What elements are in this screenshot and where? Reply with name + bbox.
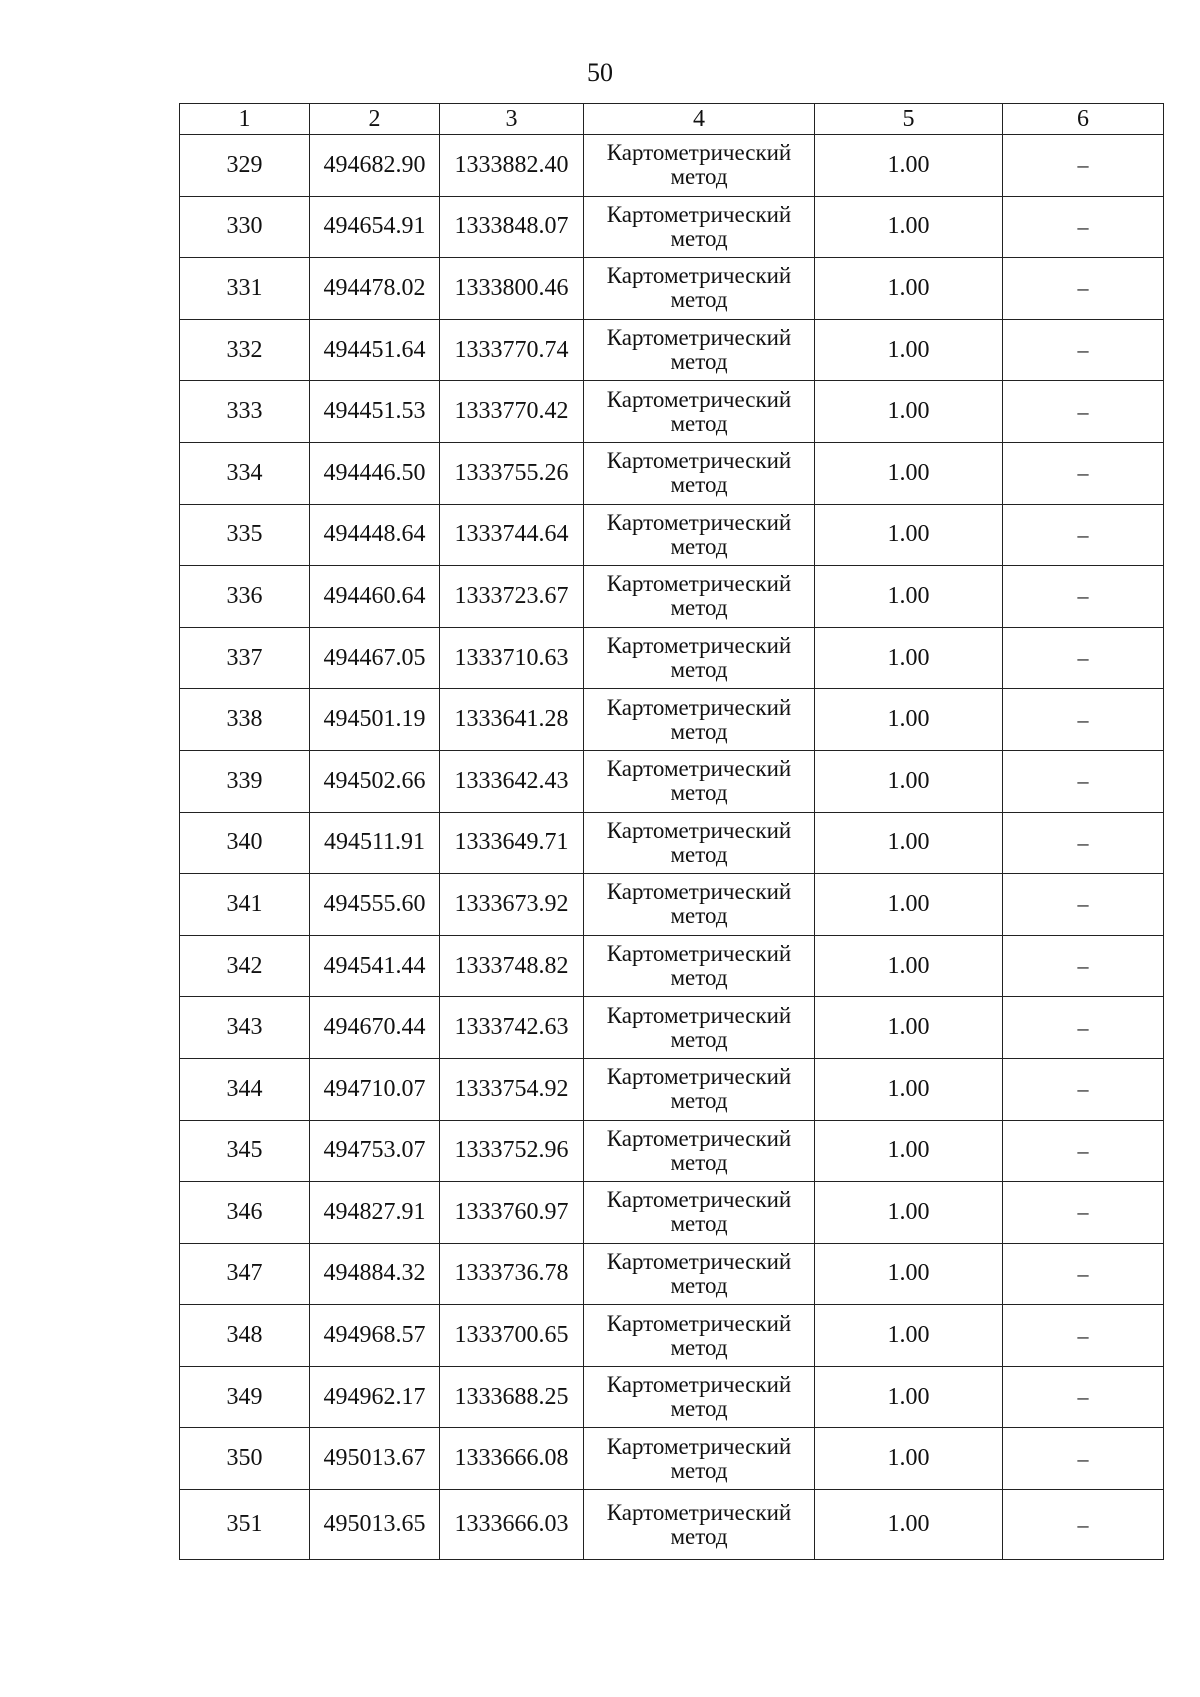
table-row [180, 381, 1164, 443]
accuracy-cell: 1.00 [815, 812, 1003, 874]
y-coordinate-cell: 1333723.67 [440, 566, 584, 628]
x-coordinate-cell: 494502.66 [310, 750, 440, 812]
table-row [180, 935, 1164, 997]
point-number-cell: 340 [180, 812, 310, 874]
table-row [180, 812, 1164, 874]
point-number-cell: 330 [180, 196, 310, 258]
accuracy-cell: 1.00 [815, 935, 1003, 997]
accuracy-cell: 1.00 [815, 504, 1003, 566]
y-coordinate-cell: 1333848.07 [440, 196, 584, 258]
method-cell [584, 504, 815, 566]
accuracy-cell: 1.00 [815, 1305, 1003, 1367]
x-coordinate-cell: 494511.91 [310, 812, 440, 874]
method-line-2: метод [670, 1088, 728, 1114]
y-coordinate-cell: 1333760.97 [440, 1182, 584, 1244]
column-header: 3 [440, 104, 584, 135]
y-coordinate-cell: 1333736.78 [440, 1243, 584, 1305]
x-coordinate-cell: 494451.64 [310, 319, 440, 381]
y-coordinate-cell: 1333641.28 [440, 689, 584, 751]
y-coordinate-cell: 1333666.08 [440, 1428, 584, 1490]
point-number-cell: 346 [180, 1182, 310, 1244]
column-header: 6 [1003, 104, 1164, 135]
point-number-cell: 349 [180, 1366, 310, 1428]
table-row [180, 566, 1164, 628]
method-line-1: Картометрический [606, 1310, 792, 1336]
note-cell: – [1003, 689, 1164, 751]
x-coordinate-cell: 494446.50 [310, 442, 440, 504]
method-cell [584, 1305, 815, 1367]
y-coordinate-cell: 1333710.63 [440, 627, 584, 689]
x-coordinate-cell: 494460.64 [310, 566, 440, 628]
point-number-cell: 345 [180, 1120, 310, 1182]
method-line-1: Картометрический [606, 941, 792, 967]
table-row [180, 1058, 1164, 1120]
y-coordinate-cell: 1333673.92 [440, 874, 584, 936]
accuracy-cell: 1.00 [815, 1243, 1003, 1305]
x-coordinate-cell: 494451.53 [310, 381, 440, 443]
table-row [180, 689, 1164, 751]
accuracy-cell: 1.00 [815, 196, 1003, 258]
method-line-1: Картометрический [606, 201, 792, 227]
method-line-1: Картометрический [606, 1002, 792, 1028]
method-line-2: метод [670, 1211, 728, 1237]
table-body [180, 135, 1164, 1560]
method-line-2: метод [670, 1026, 728, 1052]
note-cell: – [1003, 1305, 1164, 1367]
method-line-2: метод [670, 410, 728, 436]
x-coordinate-cell: 494962.17 [310, 1366, 440, 1428]
x-coordinate-cell: 494467.05 [310, 627, 440, 689]
table-row [180, 196, 1164, 258]
y-coordinate-cell: 1333770.74 [440, 319, 584, 381]
method-line-2: метод [670, 1272, 728, 1298]
method-cell [584, 135, 815, 197]
accuracy-cell: 1.00 [815, 997, 1003, 1059]
x-coordinate-cell: 495013.65 [310, 1490, 440, 1560]
method-cell [584, 1428, 815, 1490]
x-coordinate-cell: 494753.07 [310, 1120, 440, 1182]
method-line-2: метод [670, 965, 728, 991]
method-cell [584, 566, 815, 628]
accuracy-cell: 1.00 [815, 1428, 1003, 1490]
method-line-2: метод [670, 1149, 728, 1175]
note-cell: – [1003, 1058, 1164, 1120]
point-number-cell: 338 [180, 689, 310, 751]
method-line-1: Картометрический [606, 1499, 792, 1525]
method-cell [584, 1243, 815, 1305]
y-coordinate-cell: 1333748.82 [440, 935, 584, 997]
table-row [180, 1305, 1164, 1367]
method-line-2: метод [670, 841, 728, 867]
method-line-1: Картометрический [606, 325, 792, 351]
point-number-cell: 329 [180, 135, 310, 197]
y-coordinate-cell: 1333649.71 [440, 812, 584, 874]
column-header: 2 [310, 104, 440, 135]
x-coordinate-cell: 494541.44 [310, 935, 440, 997]
column-header: 1 [180, 104, 310, 135]
x-coordinate-cell: 494654.91 [310, 196, 440, 258]
x-coordinate-cell: 494827.91 [310, 1182, 440, 1244]
table-row [180, 874, 1164, 936]
y-coordinate-cell: 1333770.42 [440, 381, 584, 443]
note-cell: – [1003, 196, 1164, 258]
x-coordinate-cell: 495013.67 [310, 1428, 440, 1490]
note-cell: – [1003, 1182, 1164, 1244]
method-line-1: Картометрический [606, 1187, 792, 1213]
point-number-cell: 337 [180, 627, 310, 689]
y-coordinate-cell: 1333754.92 [440, 1058, 584, 1120]
method-cell [584, 442, 815, 504]
method-cell [584, 689, 815, 751]
table-row [180, 750, 1164, 812]
accuracy-cell: 1.00 [815, 1120, 1003, 1182]
point-number-cell: 344 [180, 1058, 310, 1120]
method-cell [584, 381, 815, 443]
accuracy-cell: 1.00 [815, 874, 1003, 936]
y-coordinate-cell: 1333642.43 [440, 750, 584, 812]
x-coordinate-cell: 494478.02 [310, 258, 440, 320]
y-coordinate-cell: 1333882.40 [440, 135, 584, 197]
note-cell: – [1003, 319, 1164, 381]
note-cell: – [1003, 1366, 1164, 1428]
note-cell: – [1003, 381, 1164, 443]
x-coordinate-cell: 494682.90 [310, 135, 440, 197]
y-coordinate-cell: 1333700.65 [440, 1305, 584, 1367]
x-coordinate-cell: 494670.44 [310, 997, 440, 1059]
method-cell [584, 997, 815, 1059]
point-number-cell: 347 [180, 1243, 310, 1305]
column-header: 4 [584, 104, 815, 135]
table-row [180, 504, 1164, 566]
y-coordinate-cell: 1333752.96 [440, 1120, 584, 1182]
table-row [180, 442, 1164, 504]
method-line-1: Картометрический [606, 140, 792, 166]
point-number-cell: 333 [180, 381, 310, 443]
coordinates-table [179, 103, 1164, 1560]
accuracy-cell: 1.00 [815, 381, 1003, 443]
method-cell [584, 1490, 815, 1560]
note-cell: – [1003, 566, 1164, 628]
method-line-2: метод [670, 595, 728, 621]
y-coordinate-cell: 1333755.26 [440, 442, 584, 504]
column-header: 5 [815, 104, 1003, 135]
method-cell [584, 196, 815, 258]
accuracy-cell: 1.00 [815, 319, 1003, 381]
accuracy-cell: 1.00 [815, 566, 1003, 628]
method-line-1: Картометрический [606, 879, 792, 905]
point-number-cell: 335 [180, 504, 310, 566]
method-line-2: метод [670, 903, 728, 929]
note-cell: – [1003, 627, 1164, 689]
table-row [180, 1182, 1164, 1244]
x-coordinate-cell: 494501.19 [310, 689, 440, 751]
x-coordinate-cell: 494448.64 [310, 504, 440, 566]
accuracy-cell: 1.00 [815, 1366, 1003, 1428]
method-line-1: Картометрический [606, 386, 792, 412]
note-cell: – [1003, 1243, 1164, 1305]
accuracy-cell: 1.00 [815, 1490, 1003, 1560]
y-coordinate-cell: 1333688.25 [440, 1366, 584, 1428]
y-coordinate-cell: 1333744.64 [440, 504, 584, 566]
note-cell: – [1003, 504, 1164, 566]
table-row [180, 1366, 1164, 1428]
method-line-2: метод [670, 780, 728, 806]
point-number-cell: 331 [180, 258, 310, 320]
y-coordinate-cell: 1333800.46 [440, 258, 584, 320]
method-line-1: Картометрический [606, 509, 792, 535]
method-line-2: метод [670, 718, 728, 744]
accuracy-cell: 1.00 [815, 442, 1003, 504]
point-number-cell: 351 [180, 1490, 310, 1560]
header-row [180, 104, 1164, 135]
note-cell: – [1003, 997, 1164, 1059]
table-row [180, 135, 1164, 197]
note-cell: – [1003, 812, 1164, 874]
method-line-2: метод [670, 1523, 728, 1549]
x-coordinate-cell: 494968.57 [310, 1305, 440, 1367]
note-cell: – [1003, 442, 1164, 504]
accuracy-cell: 1.00 [815, 750, 1003, 812]
method-line-2: метод [670, 287, 728, 313]
note-cell: – [1003, 935, 1164, 997]
method-line-2: метод [670, 1457, 728, 1483]
point-number-cell: 348 [180, 1305, 310, 1367]
method-line-1: Картометрический [606, 448, 792, 474]
method-line-1: Картометрический [606, 571, 792, 597]
method-line-1: Картометрический [606, 1372, 792, 1398]
accuracy-cell: 1.00 [815, 1058, 1003, 1120]
method-line-1: Картометрический [606, 1125, 792, 1151]
method-cell [584, 1182, 815, 1244]
method-cell [584, 1120, 815, 1182]
table-row [180, 1490, 1164, 1560]
method-line-1: Картометрический [606, 633, 792, 659]
x-coordinate-cell: 494884.32 [310, 1243, 440, 1305]
method-line-2: метод [670, 164, 728, 190]
method-line-1: Картометрический [606, 756, 792, 782]
point-number-cell: 343 [180, 997, 310, 1059]
method-line-1: Картометрический [606, 694, 792, 720]
point-number-cell: 341 [180, 874, 310, 936]
accuracy-cell: 1.00 [815, 135, 1003, 197]
x-coordinate-cell: 494710.07 [310, 1058, 440, 1120]
point-number-cell: 332 [180, 319, 310, 381]
method-line-2: метод [670, 657, 728, 683]
table-row [180, 997, 1164, 1059]
method-line-2: метод [670, 225, 728, 251]
note-cell: – [1003, 1490, 1164, 1560]
table-row [180, 627, 1164, 689]
method-line-2: метод [670, 349, 728, 375]
y-coordinate-cell: 1333742.63 [440, 997, 584, 1059]
method-line-1: Картометрический [606, 1248, 792, 1274]
note-cell: – [1003, 750, 1164, 812]
method-line-2: метод [670, 1396, 728, 1422]
accuracy-cell: 1.00 [815, 258, 1003, 320]
accuracy-cell: 1.00 [815, 689, 1003, 751]
accuracy-cell: 1.00 [815, 627, 1003, 689]
method-line-2: метод [670, 533, 728, 559]
method-cell [584, 319, 815, 381]
method-line-1: Картометрический [606, 1064, 792, 1090]
table-row [180, 319, 1164, 381]
point-number-cell: 339 [180, 750, 310, 812]
method-cell [584, 874, 815, 936]
method-cell [584, 1058, 815, 1120]
method-line-2: метод [670, 1334, 728, 1360]
method-line-2: метод [670, 472, 728, 498]
point-number-cell: 350 [180, 1428, 310, 1490]
method-cell [584, 750, 815, 812]
accuracy-cell: 1.00 [815, 1182, 1003, 1244]
table-row [180, 1120, 1164, 1182]
point-number-cell: 334 [180, 442, 310, 504]
y-coordinate-cell: 1333666.03 [440, 1490, 584, 1560]
table-row [180, 258, 1164, 320]
method-cell [584, 812, 815, 874]
method-cell [584, 1366, 815, 1428]
method-cell [584, 258, 815, 320]
point-number-cell: 342 [180, 935, 310, 997]
method-cell [584, 935, 815, 997]
table-row [180, 1428, 1164, 1490]
method-cell [584, 627, 815, 689]
note-cell: – [1003, 1428, 1164, 1490]
page-number: 50 [587, 58, 613, 87]
method-line-1: Картометрический [606, 1433, 792, 1459]
method-line-1: Картометрический [606, 263, 792, 289]
table-row [180, 1243, 1164, 1305]
note-cell: – [1003, 1120, 1164, 1182]
note-cell: – [1003, 135, 1164, 197]
note-cell: – [1003, 258, 1164, 320]
method-line-1: Картометрический [606, 817, 792, 843]
x-coordinate-cell: 494555.60 [310, 874, 440, 936]
point-number-cell: 336 [180, 566, 310, 628]
note-cell: – [1003, 874, 1164, 936]
